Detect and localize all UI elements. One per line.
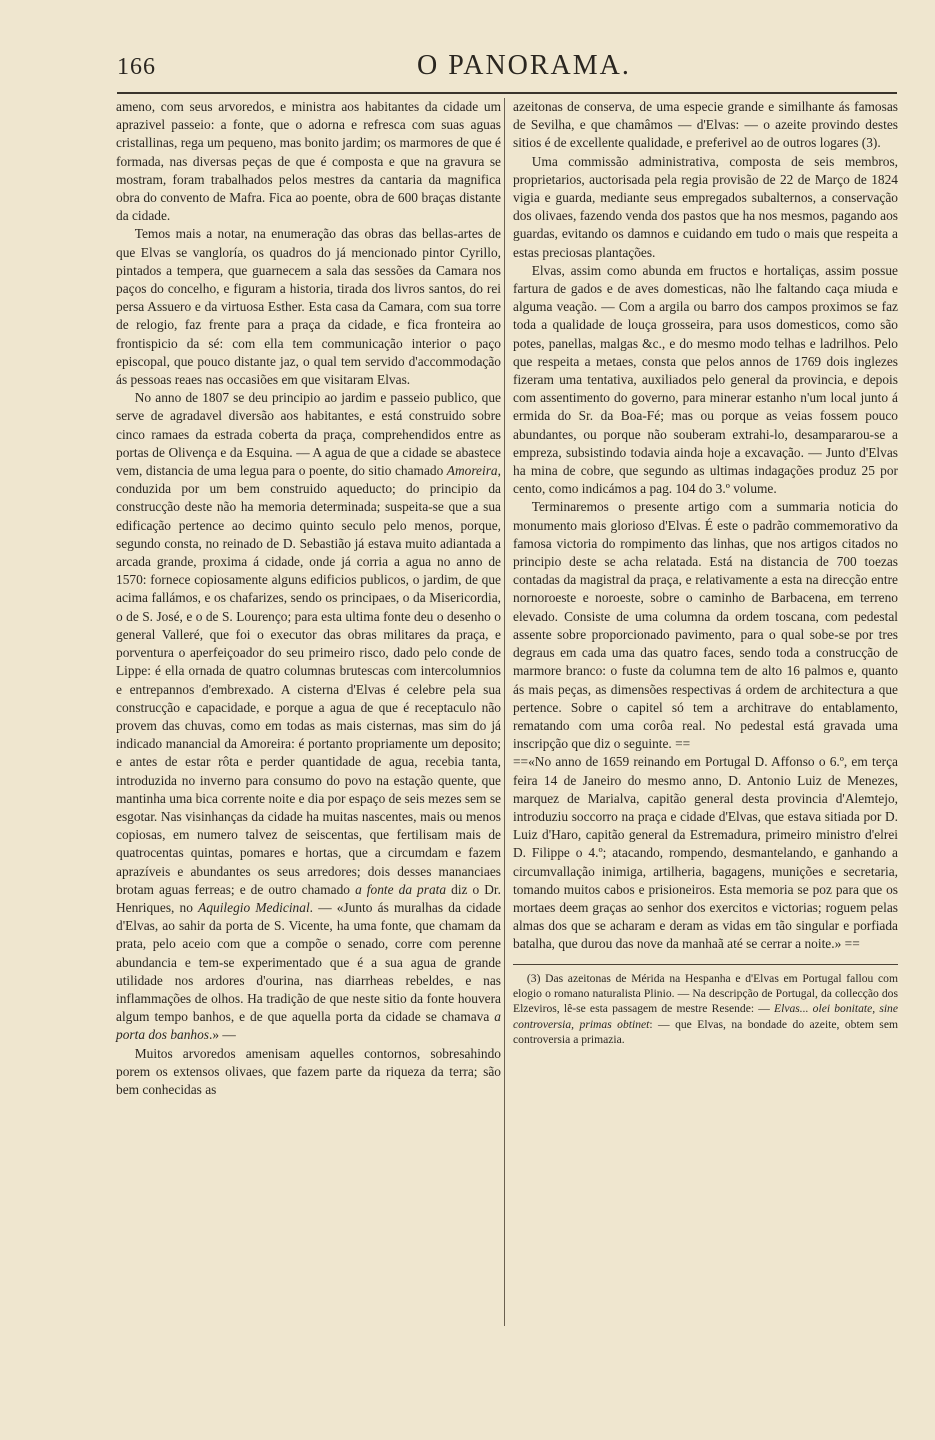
inscription: ==«No anno de 1659 reinando em Portugal D. Affonso o 6.º, em terça feira 14 de Janeiro do mesmo anno, D. Antonio Luiz de Menezes, marquez de Marialva, capitão general desta provincia d'Alemtejo, introduziu soccorro na praça e cidade d'Elvas, que estava sitiada por D. Luiz d'Haro, capitão general da Estremadura, primeiro ministro d'elrei D. Filippe o 4.º; atacando, rompendo, desmantelando, e ganhando a circumvallação inimiga, artilheria, bagagens, munições e secretaria, tomando muitos cabos e prisioneiros. Esta memoria se poz para que os mortaes deem graças ao senhor dos exercitos e victorias; roguem pelas almas dos que se acharam e deram as vidas em tão singular e porfiada batalha, que durou das nove da manhaã até se cerrar a noite.» ==: [513, 754, 898, 952]
text-run: .» —: [209, 1027, 236, 1043]
text-run: . — «Junto ás muralhas da cidade d'Elvas, ao sahir da porta de S. Vicente, ha uma fonte, que chamam da prata, pelo aceio com que a compõe o senado, corre com perenne abundancia e tem-se experimentado que é a sua agua de grande utilidade nos ardores d'ourina, nas diarrheas rebeldes, e nas inflammações de olhos. Ha tradição de que neste sitio da fonte houvera algum tempo banhos, e de que aquella porta da cidade se chamava: [116, 899, 502, 1025]
paragraph: azeitonas de conserva, de uma especie grande e similhante ás famosas de Sevilha, e que chamâmos — d'Elvas: — o azeite provindo destes sitios é de excellente qualidade, e preferivel ao de outros logares (3).: [513, 99, 898, 151]
italic-term: a porta dos banhos: [116, 1009, 501, 1043]
paragraph: Muitos arvoredos amenisam aquelles contornos, sobresahindo porem os extensos olivaes, que fazem parte da riqueza da terra; são bem conhecidas as: [116, 1045, 501, 1097]
text-run: No anno de 1807 se deu principio ao jardim e passeio publico, que serve de agradavel diversão aos habitantes, e está construido sobre cinco ramaes da estrada coberta da praça, comprehendidos entre as portas de Olivença e da Esquina. — A agua de que a cidade se abastece vem, distancia de uma legua para o poente, do sitio chamado: [116, 390, 501, 479]
column-divider: [504, 98, 505, 1326]
footnote-text: [513, 971, 898, 1048]
paragraph: [116, 389, 501, 1044]
running-title: O PANORAMA.: [417, 50, 631, 81]
paragraph: ameno, com seus arvoredos, e ministra aos habitantes da cidade um aprazivel passeio: a fonte, que o adorna e refresca com suas aguas cristallinas, rega um pequeno, mas bonito jardim; os marmores de que é formada, nas diversas peças de que é composta e que na gravura se mostram, foram trabalhados pelos mestres da cantaria da magnifica obra do convento de Mafra. Fica ao poente, obra de 600 braças distante da cidade.: [116, 99, 501, 224]
text-run: diz o Dr. Henriques, no: [116, 881, 502, 915]
footnote: [513, 971, 898, 1048]
text-run: : — que Elvas, na bondade do azeite, obtem sem controversia a primazia.: [513, 1017, 898, 1047]
footnote-rule: [513, 964, 898, 965]
left-column: [116, 98, 501, 1099]
page-number: 166: [117, 54, 156, 80]
paragraph: Terminaremos o presente artigo com a summaria noticia do monumento mais glorioso d'Elvas. É este o padrão commemorativo da famosa victoria do rompimento das linhas, que nos artigos citados no principio deste se acha relatada. Está na distancia de 700 toezas contadas da magistral da praça, e relativamente a esta na direcção entre nornoroeste e noroeste, sobre o caminho de Barbacena, em terreno elevado. Consiste de uma columna da ordem toscana, com pedestal assente sobre proporcionado pavimento, para o qual sobe-se por tres degraus em cada uma das quatro faces, sendo toda a construcção de marmore branco: o fuste da columna tem de alto 16 palmos e, quanto ás mais peças, as dimensões respectivas á ordem de architectura a que pertence. Sobre o capitel só tem a architrave do entablamento, rematando com uma corôa real. No pedestal está gravada uma inscripção que diz o seguinte. ==: [513, 499, 898, 752]
italic-term: Amoreira: [446, 463, 498, 479]
text-run: , conduzida por um bem construido aqueducto; do principio da construcção deste não ha memoria determinada; suspeita-se que a sua edificação pertence ao decimo quinto seculo pelo menos, porque, segundo consta, no reinado de D. Sebastião já estava muito adiantada a arcada grande, proxima á cidade, onde já corria a agua no anno de 1570: fornece copiosamente alguns edificios publicos, o jardim, de que acima fallámos, e os chafarizes, sendo os principaes, o da Misericordia, o de S. José, e o de S. Lourenço; para esta ultima fonte deu o desenho o general Valleré, que foi o executor das obras militares da praça, e porventura o aperfeiçoador do seu primeiro risco, dado pelo conde de Lippe: é ella ornada de quatro columnas brutescas com intercolumnios e entrepannos d'embrexado. A cisterna d'Elvas é celebre pela sua construcção e capacidade, e porque a agua de que é receptaculo não provem das chuvas, como em todas as mais cisternas, mas sim do já indicado manancial da Amoreira: é portanto propriamente um deposito; e antes de estar rôta e perder quantidade de agua, recebia tanta, introduzida no inverno para consumo do povo na estação quente, que mantinha uma bica corrente noite e dia por espaço de seis mezes sem se esgotar. Nas visinhanças da cidade ha muitas nascentes, mais ou menos copiosas, em numero talvez de seiscentas, que fertilisam mais de quatrocentas quintas, pomares e hortas, que a circumdam e fazem aprazíveis e abundantes os seus arredores; dois desses mananciaes brotam aguas ferreas; e de outro chamado: [116, 463, 501, 897]
paragraph: Temos mais a notar, na enumeração das obras das bellas-artes de que Elvas se vangloría, os quadros do já mencionado pintor Cyrillo, pintados a tempera, que guarnecem a sala das sessões da Camara nos paços do concelho, e figuram a historia, tirada dos livros santos, do rei persa Assuero e da virtuosa Esther. Esta casa da Camara, com sua torre de relogio, faz frente para a praça da cidade, e fica fronteira ao frontispicio da sé: com ella tem communicação interior o paço episcopal, que pouco distante jaz, o qual tem servido d'accommodação ás pessoas reaes nas occasiões em que visitaram Elvas.: [116, 226, 501, 388]
page-header: [117, 50, 897, 88]
italic-term: a fonte da prata: [355, 881, 447, 897]
italic-quote: Elvas... olei bonitate, sine controversia, primas obtinet: [513, 1002, 898, 1031]
text-run: (3) Das azeitonas de Mérida na Hespanha e d'Elvas em Portugal fallou com elogio o romano naturalista Plinio. — Na descripção de Portugal, da collecção dos Elzeviros, lê-se esta passagem de mestre Resende: —: [513, 971, 898, 1016]
paragraph: Uma commissão administrativa, composta de seis membros, proprietarios, auctorisada pela regia provisão de 22 de Março de 1824 vigia e guarda, mediante seus empregados subalternos, a conservação dos olivaes, fazendo venda dos pastos que ha nos mesmos, pagando aos guardas, evitando os damnos e cuidando em tudo o mais que respeita a estas preciosas plantações.: [513, 153, 898, 260]
header-rule: [117, 92, 897, 94]
right-column: [513, 98, 898, 1048]
paragraph: Elvas, assim como abunda em fructos e hortaliças, assim possue fartura de gados e de aves domesticas, não lhe faltando caça miuda e alguma veação. — Com a argila ou barro dos campos proximos se faz toda a qualidade de louça grosseira, para usos domesticos, como são potes, panellas, malgas &c., e do mesmo modo telhas e ladrilhos. Pelo que respeita a metaes, consta que pelos annos de 1769 dois inglezes fizeram uma tentativa, auxiliados pelo general da provincia, e depois com assentimento do governo, para minerar estanho n'um local junto á ermida do Sr. da Boa-Fé; mas ou porque as veias fossem pouco abundantes, ou porque não souberam extrahi-lo, desampararou-se a empreza, subsistindo todavia ainda hoje a excavação. — Junto d'Elvas ha mina de cobre, que segundo as ultimas indagações produz 25 por cento, como indicámos a pag. 104 do 3.º volume.: [513, 262, 898, 497]
italic-term: Aquilegio Medicinal: [198, 899, 310, 915]
